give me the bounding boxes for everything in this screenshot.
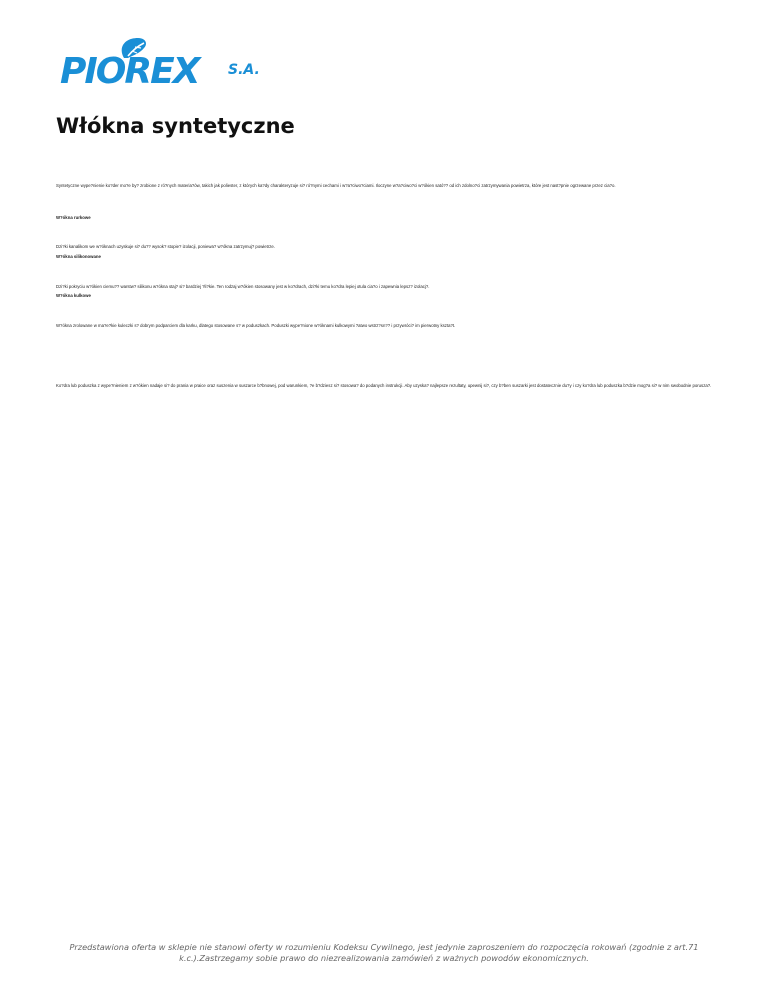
company-logo [58,36,260,92]
intro-paragraph: Syntetyczne wype?nienie ko?der mo?e by? zrobione z ró?nych materia?ów, takich jak poliester, z których ka?dy charakteryzuje si? ró?nymi cechami i w?a?ciwo?ciami. Iloczyne w?a?ciwo?ci w?ókien sató?? od ich zdolno?ci zatrzymywania powietrza, które jest nast?pnie ogrzewane przez cia?o. [56,183,616,188]
section-heading-tubular: W?ókna rurkowe [56,215,91,220]
section-heading-silicone: W?ókna silikonowane [56,254,101,259]
section-text-silicone: Dzi?ki pokryciu w?ókien ciemu?? warstw? silikonu w?ókna staj? si? bardziej ?li?kie. Ten rodzaj w?ókien stosowany jest w ko?drach, dzi?ki temu ko?dra lepiej otula cia?o i zapewnia lepsz? izolacj?. [56,284,430,289]
piorex-logo-icon [58,36,260,92]
section-heading-ball: W?ókna kulkowe [56,293,91,298]
logo-suffix: S.A. [228,62,260,78]
page-title: Włókna syntetyczne [56,114,295,138]
care-paragraph: Ko?dra lub poduszka z wype?nieniem z w?ókien nadaje si? do prania w praice oraz suszenia w suszarce b?bnowej, pod warunkiem, ?e b?dziesz si? stosowa? do podanych instrukcji. Aby uzyska? najlepsze rezultaty, upewnij si?, czy b?ben suszarki jest dostatecznie du?y i czy ko?dra lub poduszka b?dzie mog?a si? w nim swobodnie porusza?. [56,383,712,388]
section-text-ball: W?ókna zrolowane w ma?e?kie kuleczki s? dobrym podparciem dla karku, dlatego stosowane s? w poduszkach. Poduszki wype?nione w?óknami kulkowymi ?atwo wstrz?sn?? i przywróci? im pierwotny kszta?t. [56,323,456,328]
logo-wordmark: PIOREX [60,51,199,92]
section-text-tubular: Dzi?ki kanalikom we w?óknach uzyskuje si? du?? wysok? stopie? izolacji, poniewa? w?ókna zatrzymuj? powietrze. [56,244,276,249]
legal-disclaimer: Przedstawiona oferta w sklepie nie stanowi oferty w rozumieniu Kodeksu Cywilnego, jest jedynie zaproszeniem do rozpoczęcia rokowań (zgodnie z art.71 k.c.).Zastrzegamy sobie prawo do niezrealizowania zamówień z ważnych powodów ekonomicznych. [69,942,699,963]
